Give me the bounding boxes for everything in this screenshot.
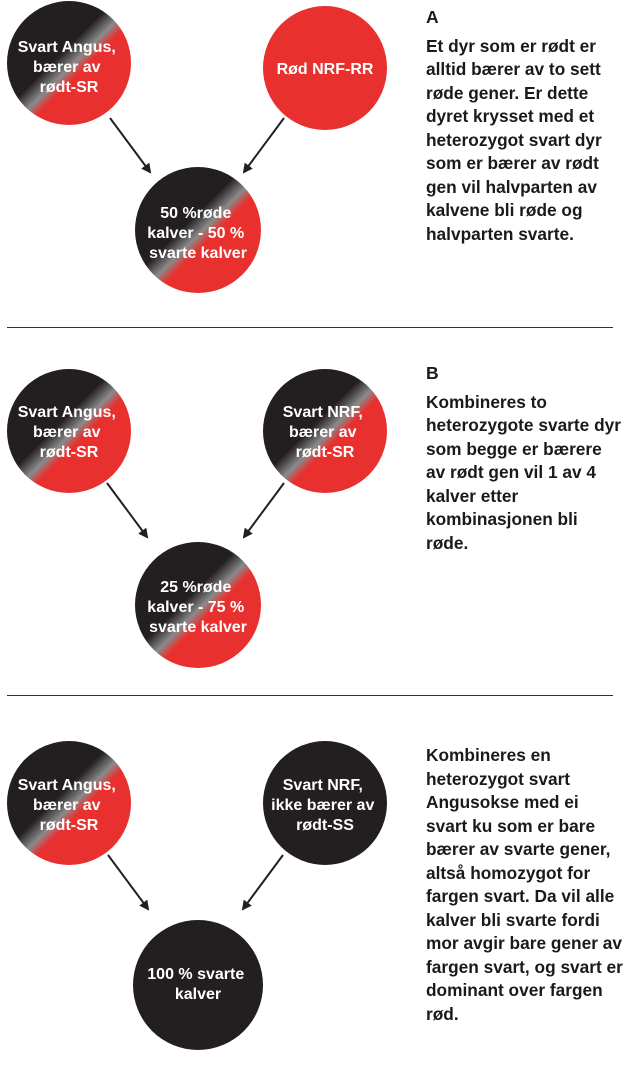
panel-body-text: Kombineres en heterozygot svart Angusokse med ei svart ku som er bare bærer av svarte gener, altså homozygot for fargen svart. Da vil alle kalver bli svarte fordi mor avgir bare gener av fargen svart, og svart er dominant over fargen rød. [426, 745, 623, 1024]
circle-label: kalver [174, 986, 222, 1003]
svg-text:25 %røde kalver - 75 % [147, 579, 248, 636]
circle-label: bærer av [32, 424, 101, 441]
arrow-right-to-offspring [244, 118, 284, 172]
panel-body-text: Kombineres to heterozygote svarte dyr som begge er bærere av rødt gen vil 1 av 4 kalver etter kombinasjonen bli røde. [426, 391, 621, 553]
offspring-circle [133, 920, 263, 1050]
circle-label: svarte kalver [149, 245, 247, 262]
arrow-right-to-offspring [243, 855, 283, 909]
panel-letter: A [426, 7, 439, 27]
parent-left-circle [7, 741, 131, 865]
panel-c-description [426, 744, 623, 1026]
circle-label: 100 % svarte [147, 966, 245, 983]
arrow-left-to-offspring [108, 855, 148, 909]
offspring-circle [135, 542, 261, 668]
circle-label: Svart Angus, [17, 777, 116, 794]
circle-label: ikke bærer av [271, 797, 375, 814]
circle-label: svarte kalver [149, 619, 247, 636]
parent-right-circle [263, 369, 387, 493]
circle-label: 25 %røde [160, 579, 232, 596]
circle-label: Svart NRF, [282, 777, 363, 794]
panel-b-diagram [7, 369, 387, 668]
circle-label: Svart Angus, [17, 404, 116, 421]
circle-label: bærer av [288, 424, 357, 441]
divider-a-b [7, 327, 613, 328]
circle-label: kalver - 75 % [147, 599, 245, 616]
arrow-right-to-offspring [244, 483, 284, 537]
parent-right-circle [263, 6, 387, 130]
panel-body-text: Et dyr som er rødt er alltid bærer av to sett røde gener. Er dette dyret krysset med et heterozygot svart dyr som er bærer av rødt gen vil halvparten av kalvene bli røde og halvparten svarte. [426, 35, 602, 244]
parent-left-circle [7, 369, 131, 493]
circle-label: bærer av [32, 797, 101, 814]
circle-label: rødt-SR [39, 79, 99, 96]
panel-a-description [426, 6, 623, 246]
svg-text:50 %røde kalver - 50 % [147, 205, 248, 262]
parent-left-circle [7, 1, 131, 125]
panel-a-diagram [7, 1, 387, 293]
circle-label: Rød NRF-RR [276, 61, 374, 78]
circle-label: 50 %røde [160, 205, 232, 222]
circle-label: rødt-SR [39, 444, 99, 461]
arrow-left-to-offspring [110, 118, 150, 172]
offspring-circle [135, 167, 261, 293]
circle-label: rødt-SR [295, 444, 355, 461]
circle-label: rødt-SS [296, 817, 354, 834]
circle-shape [133, 920, 263, 1050]
circle-label: Svart Angus, [17, 39, 116, 56]
panel-c-diagram [7, 741, 387, 1050]
circle-label: Svart NRF, [282, 404, 363, 421]
divider-b-c [7, 695, 613, 696]
circle-label: bærer av [32, 59, 101, 76]
panel-b-description [426, 362, 623, 555]
circle-label: rødt-SR [39, 817, 99, 834]
parent-right-circle [263, 741, 387, 865]
svg-text:Rød NRF-RR [277, 61, 374, 78]
arrow-left-to-offspring [107, 483, 147, 537]
circle-label: kalver - 50 % [147, 225, 245, 242]
panel-letter: B [426, 363, 439, 383]
